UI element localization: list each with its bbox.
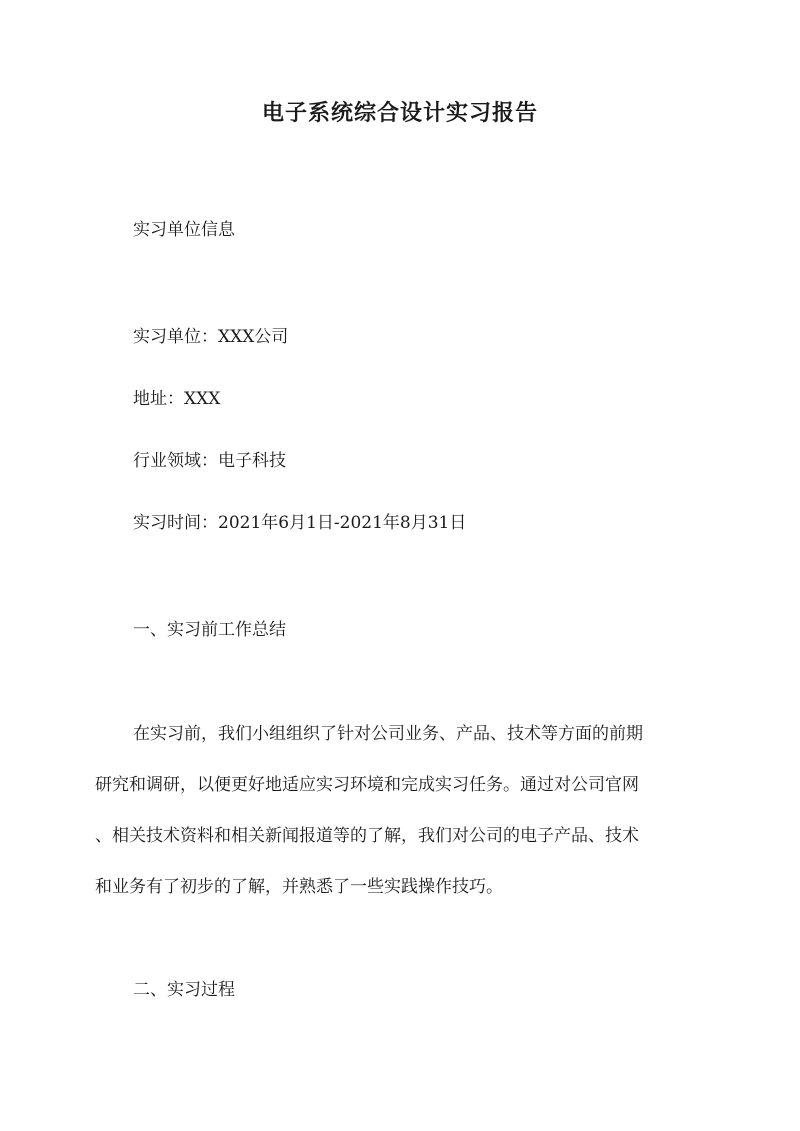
unit-info-heading: 实习单位信息 xyxy=(133,220,235,240)
paragraph-line: 、相关技术资料和相关新闻报道等的了解，我们对公司的电子产品、技术 xyxy=(95,826,639,846)
period-line: 实习时间：2021年6月1日-2021年8月31日 xyxy=(133,513,467,533)
section1-paragraph xyxy=(95,709,705,913)
paragraph-line: 和业务有了初步的了解，并熟悉了一些实践操作技巧。 xyxy=(95,877,503,897)
unit-line: 实习单位：XXX公司 xyxy=(133,327,289,347)
industry-line: 行业领域：电子科技 xyxy=(133,451,286,471)
paragraph-line: 研究和调研，以便更好地适应实习环境和完成实习任务。通过对公司官网 xyxy=(95,775,639,795)
document-title: 电子系统综合设计实习报告 xyxy=(261,100,538,126)
section2-heading: 二、实习过程 xyxy=(133,980,235,1000)
paragraph-line: 在实习前，我们小组组织了针对公司业务、产品、技术等方面的前期 xyxy=(133,724,643,744)
address-line: 地址：XXX xyxy=(133,389,221,409)
section1-heading: 一、实习前工作总结 xyxy=(133,620,286,640)
